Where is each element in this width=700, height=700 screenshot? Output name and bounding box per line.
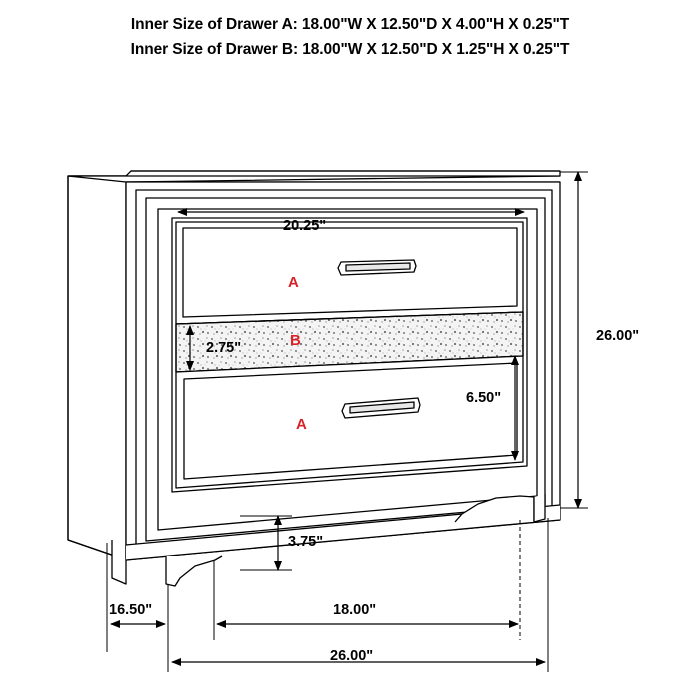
- dim-inner-width: 18.00": [333, 602, 377, 618]
- header-line-1: Inner Size of Drawer A: 18.00"W X 12.50"D X 4.00"H X 0.25"T: [130, 16, 570, 33]
- dim-total-width: 26.00": [330, 648, 374, 664]
- dim-foot-height: 3.75": [288, 534, 324, 550]
- drawer-label-b: B: [290, 332, 301, 349]
- header-line-2: Inner Size of Drawer B: 18.00"W X 12.50"D X 1.25"H X 0.25"T: [130, 41, 570, 58]
- dim-depth: 16.50": [109, 602, 153, 618]
- drawer-label-a-bottom: A: [296, 416, 307, 433]
- dim-overall-height: 26.00": [596, 328, 640, 344]
- dim-drawer-a-height: 6.50": [466, 390, 502, 406]
- dim-drawer-b-height: 2.75": [206, 340, 242, 356]
- dim-width-top: 20.25": [283, 218, 327, 234]
- drawer-label-a-top: A: [288, 274, 299, 291]
